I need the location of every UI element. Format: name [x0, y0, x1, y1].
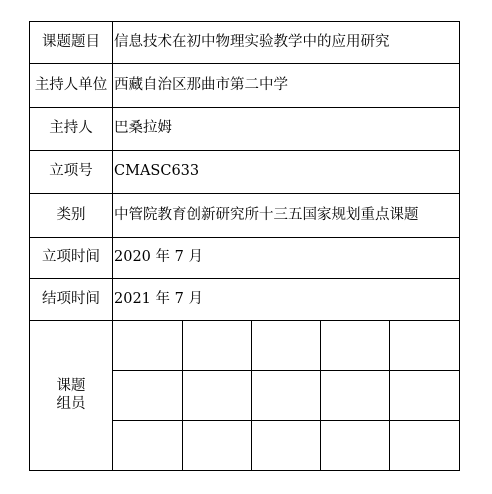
row-approval-date [30, 238, 460, 279]
row-project-title [30, 22, 460, 64]
member-cell [252, 371, 321, 421]
member-cell [252, 321, 321, 371]
row-completion-date [30, 279, 460, 321]
member-cell [252, 421, 321, 471]
member-cell [390, 421, 460, 471]
label-group-members [30, 321, 113, 471]
member-cell [183, 421, 252, 471]
members-label-line-1: 课题 [56, 378, 86, 395]
member-cell [321, 421, 390, 471]
value-host: 巴桑拉姆 [113, 108, 460, 151]
value-category: 中管院教育创新研究所十三五国家规划重点课题 [113, 194, 460, 238]
row-host [30, 108, 460, 151]
member-cell [113, 321, 183, 371]
label-approval-date: 立项时间 [30, 238, 113, 279]
project-info-form [29, 21, 460, 471]
members-label-line-2: 组员 [56, 395, 86, 412]
members-row-1 [30, 321, 460, 371]
member-cell [113, 421, 183, 471]
member-cell [183, 371, 252, 421]
label-completion-date: 结项时间 [30, 279, 113, 321]
label-project-number: 立项号 [30, 151, 113, 194]
value-host-unit: 西藏自治区那曲市第二中学 [113, 64, 460, 108]
value-completion-date: 2021 年 7 月 [113, 279, 460, 321]
member-cell [321, 371, 390, 421]
member-cell [183, 321, 252, 371]
row-project-number [30, 151, 460, 194]
member-cell [321, 321, 390, 371]
label-project-title: 课题题目 [30, 22, 113, 64]
value-project-title: 信息技术在初中物理实验教学中的应用研究 [113, 22, 460, 64]
value-approval-date: 2020 年 7 月 [113, 238, 460, 279]
row-category [30, 194, 460, 238]
row-host-unit [30, 64, 460, 108]
member-cell [390, 321, 460, 371]
member-cell [390, 371, 460, 421]
label-host: 主持人 [30, 108, 113, 151]
label-host-unit: 主持人单位 [30, 64, 113, 108]
member-cell [113, 371, 183, 421]
value-project-number: CMASC633 [113, 151, 460, 194]
label-category: 类别 [30, 194, 113, 238]
